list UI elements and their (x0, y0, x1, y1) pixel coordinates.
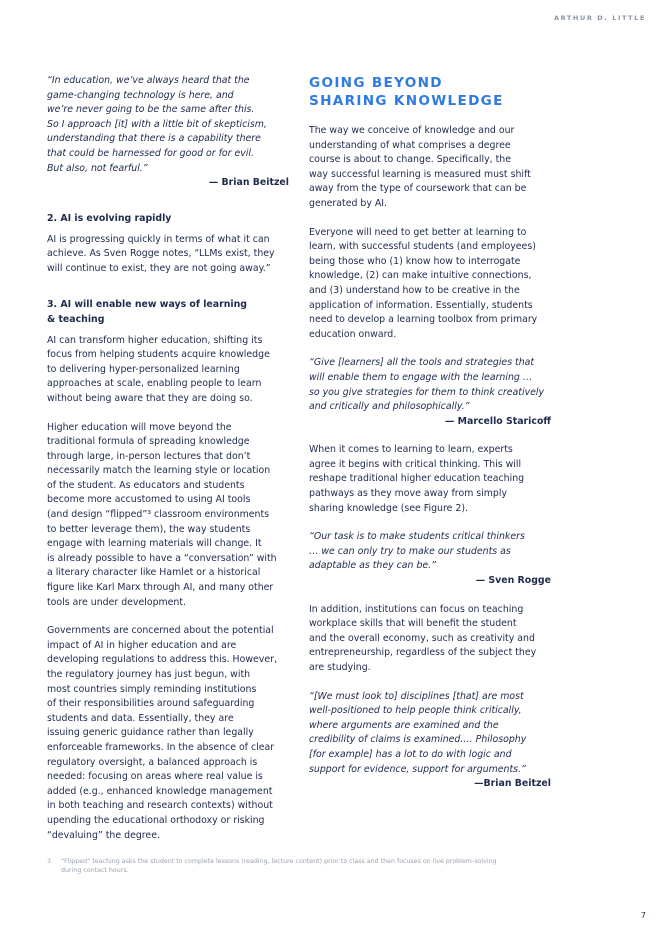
section-heading: 2. AI is evolving rapidly (47, 212, 172, 224)
body-paragraph: Everyone will need to get better at learning to learn, with successful students (and employees) being those who (1) know how to interrogate knowledge, (2) can make intuitive connections, and (3) understand how to be creative in the application of information. Essentially, students need to develop a learning toolbox from primary education onward. (309, 226, 538, 340)
quote-staricoff: “Give [learners] all the tools and strategies that will enable them to engage with the learning … so you give strategies for them to think creatively and critically and philosophically.” (309, 357, 545, 413)
quote-attribution: — Sven Rogge (475, 575, 551, 587)
quote-attribution: —Brian Beitzel (474, 778, 551, 790)
section-heading: 3. AI will enable new ways of learning & teaching (47, 298, 248, 325)
page-number: 7 (640, 911, 646, 920)
footnote (47, 857, 547, 875)
body-paragraph: AI is progressing quickly in terms of what it can achieve. As Sven Rogge notes, “LLMs exist, they will continue to exist, they are not going away.” (47, 233, 275, 274)
body-paragraph: When it comes to learning to learn, experts agree it begins with critical thinking. This will reshape traditional higher education teaching pathways as they move away from simply sharing knowledge (see Figure 2). (309, 444, 525, 514)
body-paragraph: AI can transform higher education, shifting its focus from helping students acquire knowledge to delivering hyper-personalized learning approaches at scale, enabling people to learn without being aware that they are doing so. (47, 334, 270, 404)
quote-beitzel-2: “[We must look to] disciplines [that] are most well-positioned to help people think critically, where arguments are examined and the credibility of claims is examined.… Philosophy [for example] has a lot to do with logic and support for evidence, support for arguments.” (309, 690, 527, 775)
footnote-number: 3 (47, 858, 52, 865)
body-paragraph: Governments are concerned about the potential impact of AI in higher education and are developing regulations to address this. However, the regulatory journey has just begun, with most countries simply reminding institutions of their responsibilities around safeguarding students and data. Essentially, they are issuing generic guidance rather than legally enforceable frameworks. In the absence of clear regulatory oversight, a balanced approach is needed: focusing on areas where real value is added (e.g., enhanced knowledge management in both teaching and research contexts) without upending the educational orthodoxy or risking “devaluing” the degree. (47, 625, 277, 841)
quote-attribution: — Marcello Staricoff (445, 415, 551, 427)
footnote-text: “Flipped” teaching asks the student to complete lessons (reading, lecture content) prior to class and then focuses on live problem-solving during contact hours. (61, 858, 497, 874)
body-paragraph: The way we conceive of knowledge and our understanding of what comprises a degree course is about to change. Specifically, the way successful learning is measured must shift away from the type of coursework that can be generated by AI. (309, 125, 531, 209)
brand-name: ARTHUR D. LITTLE (553, 14, 646, 22)
quote-attribution: — Brian Beitzel (208, 177, 289, 189)
quote-rogge: “Our task is to make students critical thinkers … we can only try to make our students as adaptable as they can be.” (309, 531, 525, 572)
body-paragraph: In addition, institutions can focus on teaching workplace skills that will benefit the student and the overall economy, such as creativity and entrepreneurship, regardless of the subject they are studying. (309, 603, 537, 673)
right-column (309, 74, 551, 792)
left-column (47, 74, 289, 843)
section-title: GOING BEYOND SHARING KNOWLEDGE (309, 75, 504, 109)
body-paragraph: Higher education will move beyond the traditional formula of spreading knowledge through large, in-person lectures that don’t necessarily match the learning style or location of the student. As educators and students become more accustomed to using AI tools (and design “flipped”³ classroom environments to better leverage them), the way students engage with learning materials will change. It is already possible to have a “conversation” with a literary character like Hamlet or a historical figure like Karl Marx through AI, and many other tools are under development. (47, 421, 277, 608)
quote-beitzel-1: “In education, we’ve always heard that the game-changing technology is here, and we’re never going to be the same after this. So I approach [it] with a little bit of skepticism, understanding that there is a capability there that could be harnessed for good or for evil. But also, not fearful.” (47, 75, 267, 174)
